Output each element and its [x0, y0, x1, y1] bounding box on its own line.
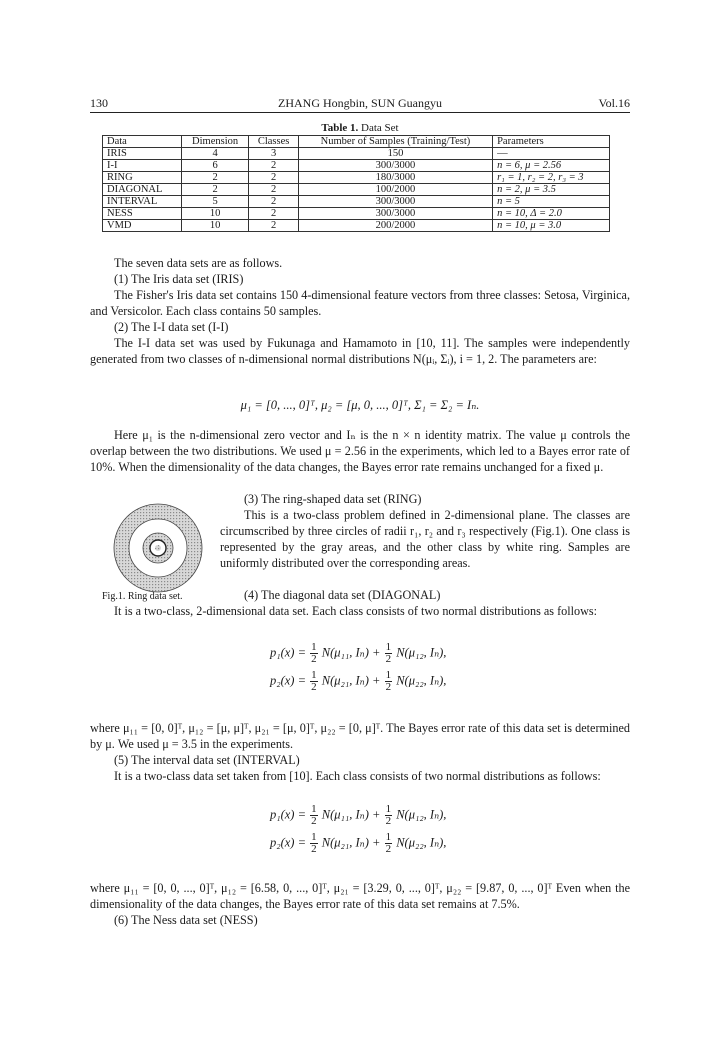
table-row — [103, 196, 610, 208]
fraction-half — [385, 642, 393, 665]
fraction-half — [310, 832, 318, 855]
running-header — [90, 96, 630, 112]
section-heading-diagonal-wrap — [220, 587, 630, 603]
cell-parameters: n = 10, Δ = 2.0 — [493, 208, 610, 220]
frac-den: 2 — [385, 843, 392, 855]
figure-caption: Fig.1. Ring data set. — [102, 591, 183, 602]
section-heading-ii: (2) The I-I data set (I-I) — [114, 320, 229, 334]
frac-den: 2 — [385, 653, 392, 665]
equation-term: N(μ₂₁, Iₙ) + — [321, 673, 381, 688]
cell-data: VMD — [103, 220, 182, 232]
section-heading-interval: (5) The interval data set (INTERVAL) — [114, 753, 300, 767]
cell-classes: 2 — [249, 184, 299, 196]
frac-den: 2 — [385, 681, 392, 693]
center-core — [155, 545, 161, 551]
data-set-table — [102, 135, 610, 232]
cell-samples: 150 — [298, 148, 492, 160]
table-caption — [90, 122, 630, 134]
paragraph: The seven data sets are as follows. — [114, 256, 283, 270]
frac-num: 1 — [311, 831, 317, 843]
table-row — [103, 208, 610, 220]
page-number: 130 — [90, 96, 108, 110]
frac-den: 2 — [311, 815, 317, 827]
table-row — [103, 148, 610, 160]
cell-data: INTERVAL — [103, 196, 182, 208]
ring-figure — [110, 500, 206, 596]
equation-diagonal — [270, 642, 446, 698]
table-row — [103, 172, 610, 184]
cell-dimension: 6 — [181, 160, 248, 172]
cell-classes: 2 — [249, 220, 299, 232]
equation-term: N(μ₁₁, Iₙ) + — [321, 807, 381, 822]
cell-parameters: n = 6, μ = 2.56 — [493, 160, 610, 172]
frac-num: 1 — [311, 803, 317, 815]
equation-line — [270, 804, 446, 832]
text-block-diagonal-after — [90, 720, 630, 784]
cell-dimension: 10 — [181, 208, 248, 220]
cell-data: DIAGONAL — [103, 184, 182, 196]
paragraph: where μ₁₁ = [0, 0, ..., 0]ᵀ, μ₁₂ = [6.58, 0, ..., 0]ᵀ, μ₂₁ = [3.29, 0, ..., 0]ᵀ, μ₂₂ = [9.87, 0, ..., 0]ᵀ Even when the dimensionality of the data changes, the Bayes error rate of this data set remains at 7.5%. — [90, 881, 630, 911]
section-heading-iris: (1) The Iris data set (IRIS) — [114, 272, 244, 286]
paragraph: The Fisher's Iris data set contains 150 4-dimensional feature vectors from three classes: Setosa, Virginica, and Versicolor. Each class contains 50 samples. — [90, 288, 630, 318]
equation-lhs: p₂(x) = — [270, 673, 307, 688]
equation-term: N(μ₂₂, Iₙ), — [396, 673, 447, 688]
cell-data: I-I — [103, 160, 182, 172]
cell-samples: 100/2000 — [298, 184, 492, 196]
equation-lhs: p₁(x) = — [270, 645, 307, 660]
equation-interval — [270, 804, 446, 860]
text-block-ii-after — [90, 427, 630, 475]
table-caption-label: Table 1. — [321, 122, 359, 134]
frac-num: 1 — [385, 831, 392, 843]
cell-parameters: r₁ = 1, r₂ = 2, r₃ = 3 — [493, 172, 610, 184]
col-header-samples: Number of Samples (Training/Test) — [298, 136, 492, 148]
frac-den: 2 — [311, 653, 317, 665]
frac-den: 2 — [311, 681, 317, 693]
cell-parameters: n = 2, μ = 3.5 — [493, 184, 610, 196]
cell-data: NESS — [103, 208, 182, 220]
fraction-half — [310, 804, 318, 827]
header-rule — [90, 112, 630, 113]
col-header-classes: Classes — [249, 136, 299, 148]
equation-lhs: p₂(x) = — [270, 835, 307, 850]
fraction-half — [385, 804, 393, 827]
col-header-parameters: Parameters — [493, 136, 610, 148]
paragraph: The I-I data set was used by Fukunaga and Hamamoto in [10, 11]. The samples were independently generated from two classes of n-dimensional normal distributions N(μᵢ, Σᵢ), i = 1, 2. The parameters are: — [90, 336, 630, 366]
fraction-half — [385, 670, 393, 693]
frac-den: 2 — [385, 815, 392, 827]
table-row — [103, 184, 610, 196]
equation-term: N(μ₁₂, Iₙ), — [396, 645, 447, 660]
cell-classes: 2 — [249, 196, 299, 208]
section-heading-ring: (3) The ring-shaped data set (RING) — [244, 492, 422, 506]
paragraph: where μ₁₁ = [0, 0]ᵀ, μ₁₂ = [μ, μ]ᵀ, μ₂₁ = [μ, 0]ᵀ, μ₂₂ = [0, μ]ᵀ. The Bayes error rate of this data set is determined by μ. We used μ = 3.5 in the experiments. — [90, 721, 630, 751]
cell-dimension: 10 — [181, 220, 248, 232]
equation-line — [270, 832, 446, 860]
frac-num: 1 — [311, 669, 317, 681]
text-block-ring — [220, 491, 630, 571]
table-row — [103, 220, 610, 232]
cell-samples: 180/3000 — [298, 172, 492, 184]
cell-parameters: n = 10, μ = 3.0 — [493, 220, 610, 232]
cell-classes: 2 — [249, 160, 299, 172]
cell-samples: 300/3000 — [298, 196, 492, 208]
cell-samples: 200/2000 — [298, 220, 492, 232]
frac-den: 2 — [311, 843, 317, 855]
equation-lhs: p₁(x) = — [270, 807, 307, 822]
cell-dimension: 4 — [181, 148, 248, 160]
cell-classes: 2 — [249, 172, 299, 184]
frac-num: 1 — [385, 641, 392, 653]
fraction-half — [310, 642, 318, 665]
section-heading-ness: (6) The Ness data set (NESS) — [114, 913, 258, 927]
cell-data: RING — [103, 172, 182, 184]
cell-parameters: n = 5 — [493, 196, 610, 208]
cell-samples: 300/3000 — [298, 160, 492, 172]
frac-num: 1 — [385, 669, 392, 681]
cell-samples: 300/3000 — [298, 208, 492, 220]
paragraph: It is a two-class, 2-dimensional data set. Each class consists of two normal distributions as follows: — [114, 604, 598, 618]
section-heading-diagonal: (4) The diagonal data set (DIAGONAL) — [244, 588, 441, 602]
table-header-row — [103, 136, 610, 148]
cell-classes: 2 — [249, 208, 299, 220]
equation-term: N(μ₂₂, Iₙ), — [396, 835, 447, 850]
header-authors: ZHANG Hongbin, SUN Guangyu — [278, 96, 442, 110]
text-block-interval-after — [90, 880, 630, 928]
col-header-dimension: Dimension — [181, 136, 248, 148]
frac-num: 1 — [385, 803, 392, 815]
cell-dimension: 2 — [181, 184, 248, 196]
frac-num: 1 — [311, 641, 317, 653]
fraction-half — [310, 670, 318, 693]
paragraph: It is a two-class data set taken from [10]. Each class consists of two normal distributions as follows: — [114, 769, 601, 783]
text-block-diagonal — [90, 603, 630, 619]
cell-classes: 3 — [249, 148, 299, 160]
equation-line — [270, 670, 446, 698]
table-caption-text: Data Set — [361, 122, 399, 134]
header-volume: Vol.16 — [598, 96, 630, 110]
equation-term: N(μ₁₁, Iₙ) + — [321, 645, 381, 660]
text-block-intro — [90, 255, 630, 367]
cell-parameters: — — [493, 148, 610, 160]
cell-dimension: 5 — [181, 196, 248, 208]
col-header-data: Data — [103, 136, 182, 148]
equation-term: N(μ₂₁, Iₙ) + — [321, 835, 381, 850]
equation-term: N(μ₁₂, Iₙ), — [396, 807, 447, 822]
cell-data: IRIS — [103, 148, 182, 160]
table-row — [103, 160, 610, 172]
paragraph: Here μ₁ is the n-dimensional zero vector and Iₙ is the n × n identity matrix. The value μ controls the overlap between the two distributions. We used μ = 2.56 in the experiments, which led to a Bayes error rate of 10%. When the dimensionality of the data changes, the Bayes error rate remains unchanged for a fixed μ. — [90, 428, 630, 474]
equation-line — [270, 642, 446, 670]
cell-dimension: 2 — [181, 172, 248, 184]
equation-ii-params: μ₁ = [0, ..., 0]ᵀ, μ₂ = [μ, 0, ..., 0]ᵀ, Σ₁ = Σ₂ = Iₙ. — [240, 398, 480, 412]
paragraph: This is a two-class problem defined in 2-dimensional plane. The classes are circumscribed by three circles of radii r₁, r₂ and r₃ respectively (Fig.1). One class is represented by the gray areas, and the other class by white ring. Samples are uniformly distributed over the corresponding areas. — [220, 508, 630, 570]
fraction-half — [385, 832, 393, 855]
